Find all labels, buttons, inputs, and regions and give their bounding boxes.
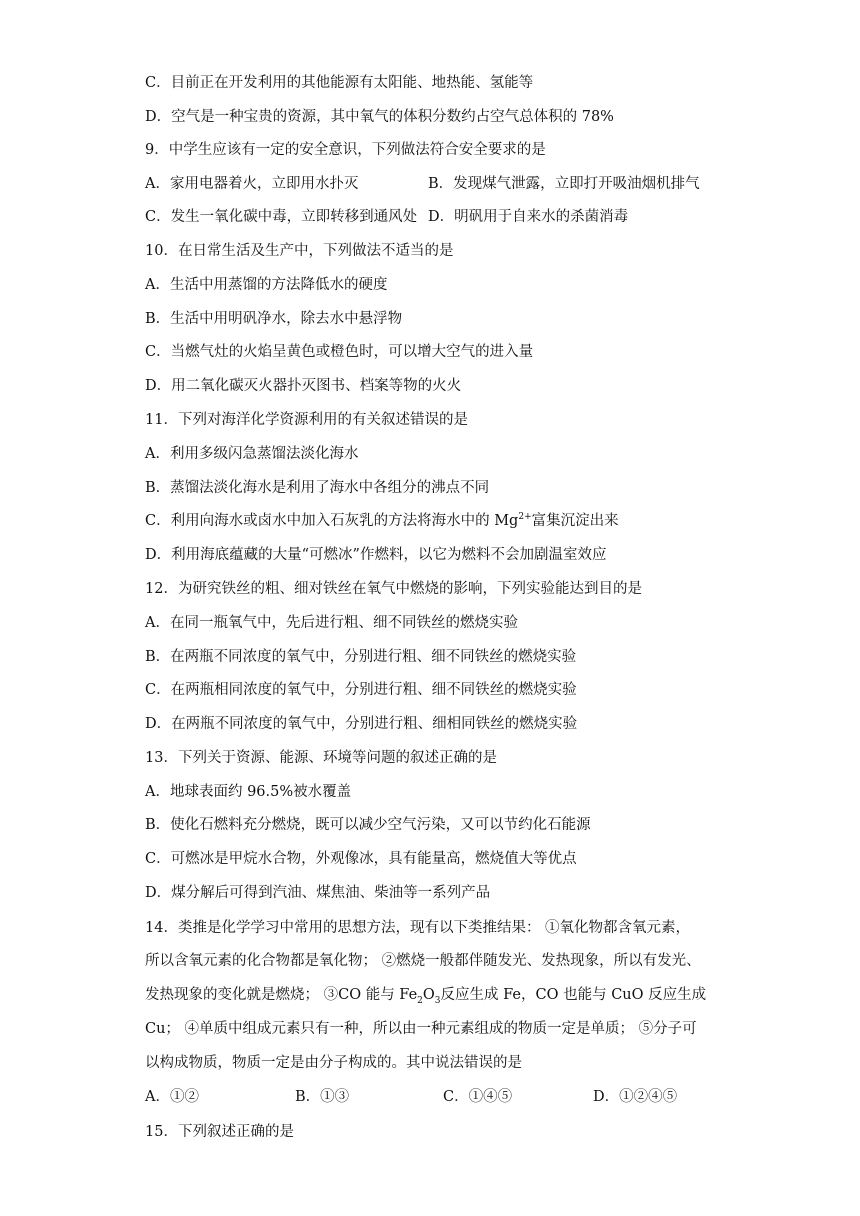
q11-option-c xyxy=(145,511,619,531)
q11-option-c-charge: 2+ xyxy=(518,512,532,523)
q10-stem: 10．在日常生活及生产中，下列做法不适当的是 xyxy=(145,243,454,259)
q11-option-c-post: 富集沉淀出来 xyxy=(531,513,619,529)
q10-option-a: A．生活中用蒸馏的方法降低水的硬度 xyxy=(145,277,388,293)
q11-option-b: B．蒸馏法淡化海水是利用了海水中各组分的沸点不同 xyxy=(145,480,490,496)
q12-stem: 12．为研究铁丝的粗、细对铁丝在氧气中燃烧的影响，下列实验能达到目的是 xyxy=(145,581,642,597)
q12-option-b: B．在两瓶不同浓度的氧气中，分别进行粗、细不同铁丝的燃烧实验 xyxy=(145,649,577,665)
q11-stem: 11．下列对海洋化学资源利用的有关叙述错误的是 xyxy=(145,412,468,428)
q13-stem: 13．下列关于资源、能源、环境等问题的叙述正确的是 xyxy=(145,750,497,766)
q14-line3-sub2: 3 xyxy=(434,995,441,1006)
q14-line3-pre: 发热现象的变化就是燃烧； ③CO 能与 Fe xyxy=(145,987,418,1003)
q11-option-c-pre: C．利用向海水或卤水中加入石灰乳的方法将海水中的 Mg xyxy=(145,513,519,529)
q14-option-c: C．①④⑤ xyxy=(443,1089,513,1105)
q11-option-a: A．利用多级闪急蒸馏法淡化海水 xyxy=(145,446,359,462)
q10-option-b: B．生活中用明矾净水，除去水中悬浮物 xyxy=(145,311,403,327)
q9-option-b: B．发现煤气泄露，立即打开吸油烟机排气 xyxy=(428,176,700,192)
q12-option-d: D．在两瓶不同浓度的氧气中，分别进行粗、细相同铁丝的燃烧实验 xyxy=(145,716,578,732)
q9-option-a: A．家用电器着火，立即用水扑灭 xyxy=(145,176,359,192)
q8-option-c: C．目前正在开发利用的其他能源有太阳能、地热能、氢能等 xyxy=(145,75,534,91)
q14-line3-mid: O xyxy=(422,987,435,1003)
q14-stem-line1: 14．类推是化学学习中常用的思想方法，现有以下类推结果： ①氧化物都含氧元素， xyxy=(145,920,691,936)
q13-option-c: C．可燃冰是甲烷水合物，外观像冰，具有能量高，燃烧值大等优点 xyxy=(145,851,577,867)
q13-option-b: B．使化石燃料充分燃烧，既可以减少空气污染，又可以节约化石能源 xyxy=(145,817,591,833)
q14-stem-line4: Cu； ④单质中组成元素只有一种，所以由一种元素组成的物质一定是单质； ⑤分子可 xyxy=(145,1021,697,1037)
q14-line3-sub1: 2 xyxy=(417,995,423,1006)
q9-option-c: C．发生一氧化碳中毒，立即转移到通风处 xyxy=(145,209,418,225)
q10-option-d: D．用二氧化碳灭火器扑灭图书、档案等物的火火 xyxy=(145,378,462,394)
q8-option-d: D．空气是一种宝贵的资源，其中氧气的体积分数约占空气总体积的 78% xyxy=(145,109,614,125)
q10-option-c: C．当燃气灶的火焰呈黄色或橙色时，可以增大空气的进入量 xyxy=(145,344,534,360)
q14-stem-line3 xyxy=(145,985,706,1005)
q13-option-a: A．地球表面约 96.5%被水覆盖 xyxy=(145,784,352,800)
q14-option-b: B．①③ xyxy=(295,1089,350,1105)
q14-line3-post: 反应生成 Fe，CO 也能与 CuO 反应生成 xyxy=(440,987,707,1003)
q12-option-a: A．在同一瓶氧气中，先后进行粗、细不同铁丝的燃烧实验 xyxy=(145,615,518,631)
q14-option-a: A．①② xyxy=(145,1089,199,1105)
q15-stem: 15．下列叙述正确的是 xyxy=(145,1124,294,1140)
q13-option-d: D．煤分解后可得到汽油、煤焦油、柴油等一系列产品 xyxy=(145,885,491,901)
q9-option-d: D．明矾用于自来水的杀菌消毒 xyxy=(428,209,629,225)
q12-option-c: C．在两瓶相同浓度的氧气中，分别进行粗、细不同铁丝的燃烧实验 xyxy=(145,682,577,698)
q14-option-d: D．①②④⑤ xyxy=(593,1089,678,1105)
q11-option-d: D．利用海底蕴藏的大量“可燃冰”作燃料，以它为燃料不会加剧温室效应 xyxy=(145,547,607,563)
q9-stem: 9．中学生应该有一定的安全意识，下列做法符合安全要求的是 xyxy=(145,142,546,158)
q14-stem-line2: 所以含氧元素的化合物都是氧化物； ②燃烧一般都伴随发光、发热现象，所以有发光、 xyxy=(145,953,701,969)
q14-stem-line5: 以构成物质，物质一定是由分子构成的。其中说法错误的是 xyxy=(145,1055,522,1071)
